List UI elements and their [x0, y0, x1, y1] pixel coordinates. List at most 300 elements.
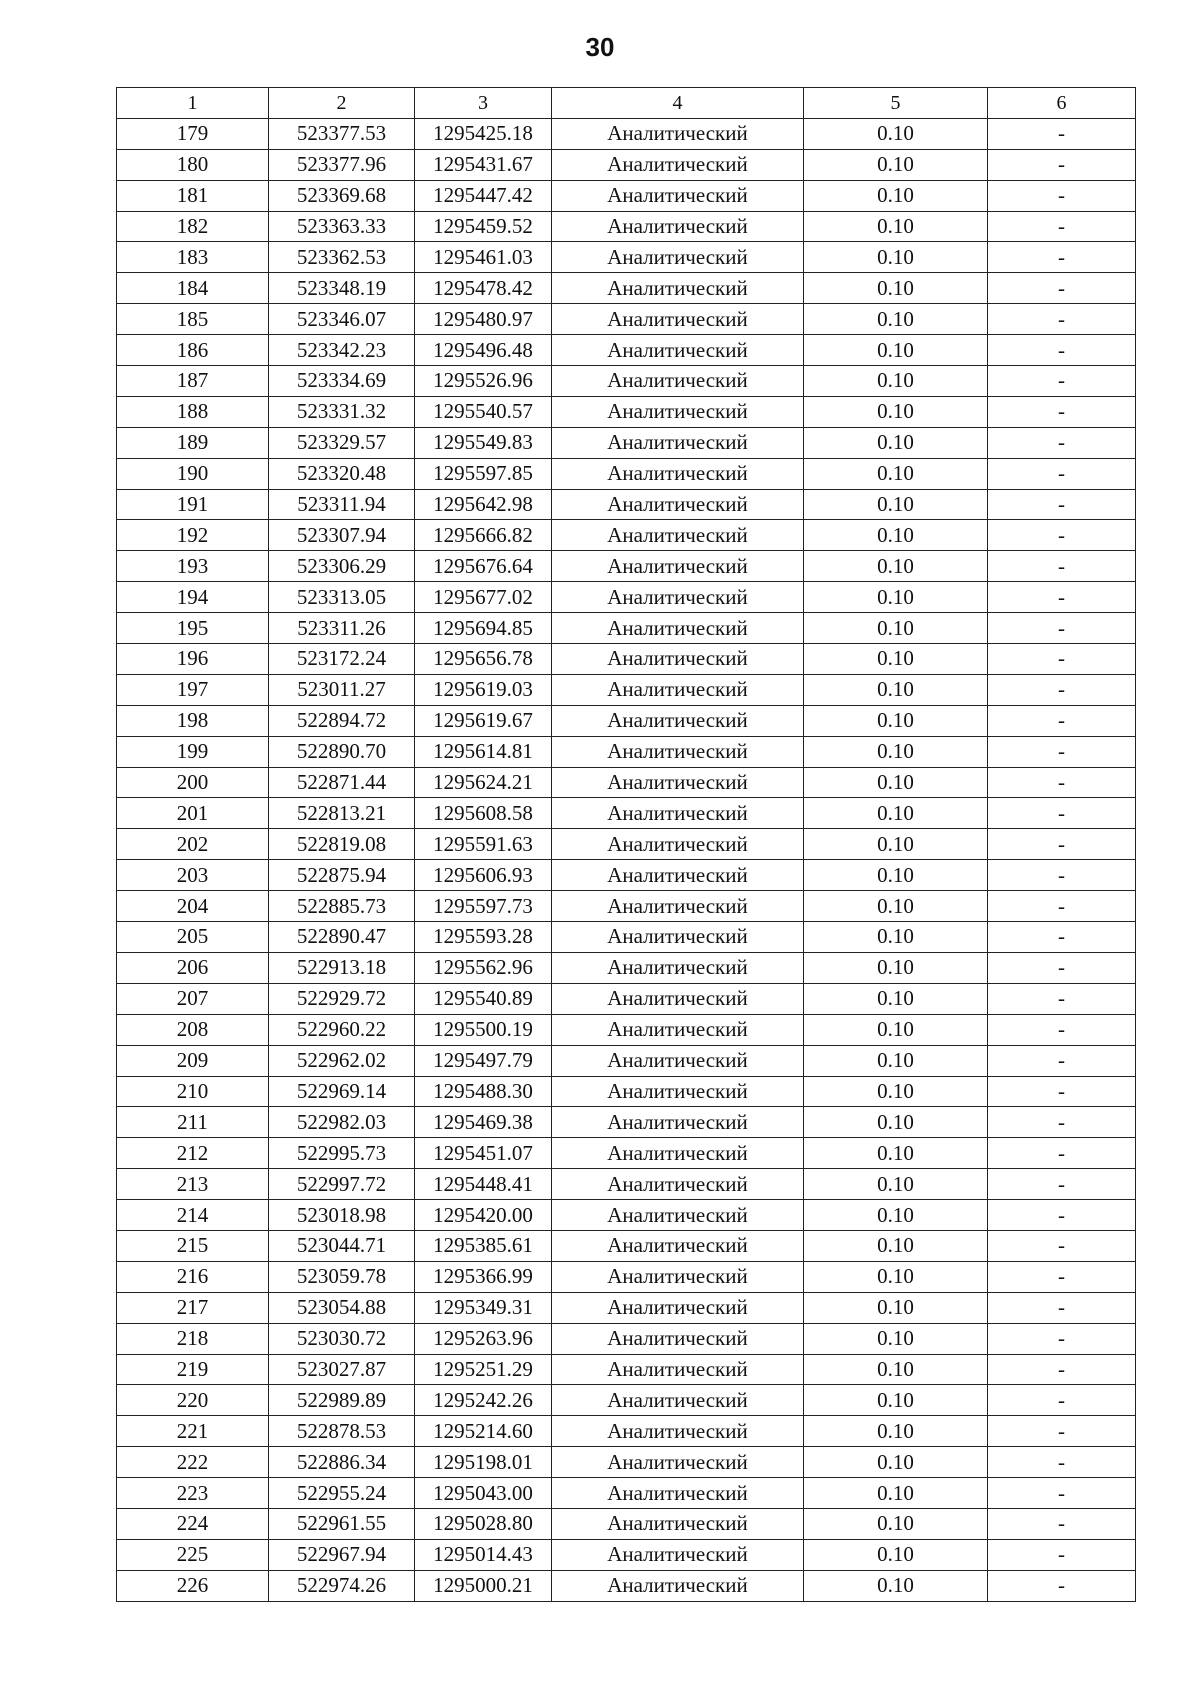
- cell-method: Аналитический: [552, 1292, 804, 1323]
- table-row: [117, 520, 1136, 551]
- cell-accuracy: 0.10: [804, 829, 988, 860]
- cell-method: Аналитический: [552, 582, 804, 613]
- cell-accuracy: 0.10: [804, 891, 988, 922]
- cell-coord-x: 523369.68: [269, 180, 415, 211]
- table-row: [117, 1261, 1136, 1292]
- cell-point-number: 180: [117, 149, 269, 180]
- cell-point-number: 184: [117, 273, 269, 304]
- cell-method: Аналитический: [552, 1385, 804, 1416]
- cell-accuracy: 0.10: [804, 1385, 988, 1416]
- cell-method: Аналитический: [552, 1447, 804, 1478]
- cell-method: Аналитический: [552, 1169, 804, 1200]
- cell-coord-x: 522929.72: [269, 983, 415, 1014]
- cell-coord-x: 522997.72: [269, 1169, 415, 1200]
- cell-coord-x: 522890.70: [269, 736, 415, 767]
- table-row: [117, 891, 1136, 922]
- cell-note: -: [988, 427, 1136, 458]
- cell-coord-y: 1295591.63: [415, 829, 552, 860]
- cell-coord-x: 522878.53: [269, 1416, 415, 1447]
- cell-note: -: [988, 118, 1136, 149]
- cell-accuracy: 0.10: [804, 922, 988, 953]
- table-row: [117, 1076, 1136, 1107]
- cell-note: -: [988, 613, 1136, 644]
- column-header-6: 6: [988, 88, 1136, 119]
- cell-coord-x: 523030.72: [269, 1323, 415, 1354]
- cell-point-number: 221: [117, 1416, 269, 1447]
- cell-coord-y: 1295349.31: [415, 1292, 552, 1323]
- table-row: [117, 366, 1136, 397]
- cell-accuracy: 0.10: [804, 149, 988, 180]
- cell-method: Аналитический: [552, 767, 804, 798]
- cell-coord-y: 1295448.41: [415, 1169, 552, 1200]
- cell-accuracy: 0.10: [804, 644, 988, 675]
- cell-note: -: [988, 674, 1136, 705]
- table-row: [117, 1447, 1136, 1478]
- table-row: [117, 1200, 1136, 1231]
- cell-coord-y: 1295028.80: [415, 1508, 552, 1539]
- cell-method: Аналитический: [552, 1107, 804, 1138]
- cell-accuracy: 0.10: [804, 1107, 988, 1138]
- cell-note: -: [988, 922, 1136, 953]
- cell-coord-y: 1295480.97: [415, 304, 552, 335]
- cell-method: Аналитический: [552, 1478, 804, 1509]
- table-row: [117, 458, 1136, 489]
- cell-note: -: [988, 582, 1136, 613]
- cell-coord-y: 1295198.01: [415, 1447, 552, 1478]
- table-row: [117, 149, 1136, 180]
- table-row: [117, 396, 1136, 427]
- cell-point-number: 223: [117, 1478, 269, 1509]
- cell-note: -: [988, 211, 1136, 242]
- table-row: [117, 242, 1136, 273]
- cell-note: -: [988, 551, 1136, 582]
- table-row: [117, 922, 1136, 953]
- cell-accuracy: 0.10: [804, 613, 988, 644]
- cell-accuracy: 0.10: [804, 427, 988, 458]
- cell-accuracy: 0.10: [804, 1447, 988, 1478]
- cell-point-number: 204: [117, 891, 269, 922]
- cell-method: Аналитический: [552, 705, 804, 736]
- cell-accuracy: 0.10: [804, 1416, 988, 1447]
- cell-method: Аналитический: [552, 489, 804, 520]
- cell-point-number: 202: [117, 829, 269, 860]
- cell-method: Аналитический: [552, 1076, 804, 1107]
- cell-method: Аналитический: [552, 922, 804, 953]
- cell-coord-x: 522974.26: [269, 1570, 415, 1601]
- cell-coord-x: 523377.53: [269, 118, 415, 149]
- table-row: [117, 211, 1136, 242]
- cell-note: -: [988, 149, 1136, 180]
- table-row: [117, 613, 1136, 644]
- cell-coord-y: 1295478.42: [415, 273, 552, 304]
- table-row: [117, 551, 1136, 582]
- cell-point-number: 211: [117, 1107, 269, 1138]
- cell-accuracy: 0.10: [804, 489, 988, 520]
- cell-coord-x: 523362.53: [269, 242, 415, 273]
- cell-note: -: [988, 767, 1136, 798]
- cell-note: -: [988, 489, 1136, 520]
- cell-coord-y: 1295500.19: [415, 1014, 552, 1045]
- cell-method: Аналитический: [552, 1045, 804, 1076]
- cell-coord-x: 523320.48: [269, 458, 415, 489]
- cell-coord-x: 522819.08: [269, 829, 415, 860]
- cell-point-number: 203: [117, 860, 269, 891]
- cell-note: -: [988, 860, 1136, 891]
- cell-coord-x: 523311.26: [269, 613, 415, 644]
- table-row: [117, 582, 1136, 613]
- cell-accuracy: 0.10: [804, 798, 988, 829]
- cell-method: Аналитический: [552, 1539, 804, 1570]
- cell-method: Аналитический: [552, 1354, 804, 1385]
- cell-coord-x: 522885.73: [269, 891, 415, 922]
- cell-note: -: [988, 1354, 1136, 1385]
- table-header-row: [117, 88, 1136, 119]
- cell-coord-y: 1295606.93: [415, 860, 552, 891]
- cell-coord-y: 1295000.21: [415, 1570, 552, 1601]
- cell-coord-y: 1295540.57: [415, 396, 552, 427]
- cell-note: -: [988, 1385, 1136, 1416]
- cell-note: -: [988, 1014, 1136, 1045]
- cell-point-number: 205: [117, 922, 269, 953]
- cell-note: -: [988, 335, 1136, 366]
- cell-accuracy: 0.10: [804, 1230, 988, 1261]
- cell-coord-x: 522890.47: [269, 922, 415, 953]
- table-row: [117, 983, 1136, 1014]
- cell-point-number: 190: [117, 458, 269, 489]
- cell-coord-y: 1295488.30: [415, 1076, 552, 1107]
- table-row: [117, 798, 1136, 829]
- cell-note: -: [988, 1138, 1136, 1169]
- cell-coord-x: 522969.14: [269, 1076, 415, 1107]
- cell-accuracy: 0.10: [804, 1200, 988, 1231]
- cell-point-number: 195: [117, 613, 269, 644]
- column-header-1: 1: [117, 88, 269, 119]
- cell-accuracy: 0.10: [804, 705, 988, 736]
- cell-method: Аналитический: [552, 613, 804, 644]
- cell-coord-y: 1295526.96: [415, 366, 552, 397]
- cell-coord-x: 522813.21: [269, 798, 415, 829]
- cell-point-number: 182: [117, 211, 269, 242]
- table-row: [117, 1478, 1136, 1509]
- cell-accuracy: 0.10: [804, 1508, 988, 1539]
- cell-method: Аналитический: [552, 736, 804, 767]
- table-row: [117, 1230, 1136, 1261]
- cell-accuracy: 0.10: [804, 767, 988, 798]
- cell-point-number: 226: [117, 1570, 269, 1601]
- cell-point-number: 216: [117, 1261, 269, 1292]
- cell-point-number: 210: [117, 1076, 269, 1107]
- cell-coord-x: 522960.22: [269, 1014, 415, 1045]
- cell-coord-x: 523172.24: [269, 644, 415, 675]
- column-header-5: 5: [804, 88, 988, 119]
- cell-method: Аналитический: [552, 335, 804, 366]
- table-row: [117, 1416, 1136, 1447]
- cell-coord-x: 522967.94: [269, 1539, 415, 1570]
- cell-note: -: [988, 273, 1136, 304]
- cell-coord-y: 1295451.07: [415, 1138, 552, 1169]
- cell-coord-y: 1295214.60: [415, 1416, 552, 1447]
- cell-note: -: [988, 1447, 1136, 1478]
- cell-note: -: [988, 1323, 1136, 1354]
- table-row: [117, 674, 1136, 705]
- cell-note: -: [988, 891, 1136, 922]
- cell-accuracy: 0.10: [804, 1323, 988, 1354]
- cell-accuracy: 0.10: [804, 1539, 988, 1570]
- table-header: [117, 88, 1136, 119]
- cell-point-number: 197: [117, 674, 269, 705]
- cell-method: Аналитический: [552, 798, 804, 829]
- cell-method: Аналитический: [552, 366, 804, 397]
- cell-point-number: 199: [117, 736, 269, 767]
- cell-point-number: 186: [117, 335, 269, 366]
- cell-note: -: [988, 952, 1136, 983]
- cell-accuracy: 0.10: [804, 860, 988, 891]
- cell-coord-x: 523342.23: [269, 335, 415, 366]
- cell-coord-y: 1295425.18: [415, 118, 552, 149]
- cell-point-number: 194: [117, 582, 269, 613]
- cell-coord-y: 1295043.00: [415, 1478, 552, 1509]
- cell-coord-y: 1295385.61: [415, 1230, 552, 1261]
- table-row: [117, 1385, 1136, 1416]
- cell-point-number: 220: [117, 1385, 269, 1416]
- cell-coord-x: 523307.94: [269, 520, 415, 551]
- cell-method: Аналитический: [552, 674, 804, 705]
- cell-note: -: [988, 1416, 1136, 1447]
- cell-coord-y: 1295251.29: [415, 1354, 552, 1385]
- cell-coord-x: 523346.07: [269, 304, 415, 335]
- cell-coord-x: 522894.72: [269, 705, 415, 736]
- cell-coord-x: 523348.19: [269, 273, 415, 304]
- cell-method: Аналитический: [552, 180, 804, 211]
- cell-coord-y: 1295656.78: [415, 644, 552, 675]
- cell-point-number: 191: [117, 489, 269, 520]
- table-row: [117, 180, 1136, 211]
- cell-point-number: 225: [117, 1539, 269, 1570]
- cell-note: -: [988, 736, 1136, 767]
- cell-coord-y: 1295549.83: [415, 427, 552, 458]
- cell-accuracy: 0.10: [804, 1014, 988, 1045]
- cell-note: -: [988, 1169, 1136, 1200]
- table-row: [117, 1539, 1136, 1570]
- cell-accuracy: 0.10: [804, 242, 988, 273]
- table-row: [117, 1354, 1136, 1385]
- cell-method: Аналитический: [552, 891, 804, 922]
- cell-note: -: [988, 520, 1136, 551]
- table-row: [117, 736, 1136, 767]
- cell-coord-x: 522989.89: [269, 1385, 415, 1416]
- cell-note: -: [988, 180, 1136, 211]
- cell-accuracy: 0.10: [804, 366, 988, 397]
- table-row: [117, 1138, 1136, 1169]
- cell-coord-x: 523313.05: [269, 582, 415, 613]
- cell-coord-y: 1295496.48: [415, 335, 552, 366]
- cell-accuracy: 0.10: [804, 304, 988, 335]
- table-row: [117, 1169, 1136, 1200]
- cell-note: -: [988, 1230, 1136, 1261]
- cell-point-number: 198: [117, 705, 269, 736]
- coordinates-table: [116, 87, 1136, 1602]
- cell-method: Аналитический: [552, 983, 804, 1014]
- cell-accuracy: 0.10: [804, 1169, 988, 1200]
- cell-point-number: 224: [117, 1508, 269, 1539]
- cell-coord-y: 1295614.81: [415, 736, 552, 767]
- cell-accuracy: 0.10: [804, 273, 988, 304]
- cell-point-number: 212: [117, 1138, 269, 1169]
- cell-point-number: 188: [117, 396, 269, 427]
- cell-note: -: [988, 829, 1136, 860]
- cell-coord-y: 1295420.00: [415, 1200, 552, 1231]
- cell-accuracy: 0.10: [804, 335, 988, 366]
- cell-coord-y: 1295666.82: [415, 520, 552, 551]
- cell-coord-x: 523377.96: [269, 149, 415, 180]
- cell-coord-x: 523331.32: [269, 396, 415, 427]
- table-row: [117, 335, 1136, 366]
- table-row: [117, 1570, 1136, 1601]
- cell-coord-x: 523054.88: [269, 1292, 415, 1323]
- cell-coord-y: 1295540.89: [415, 983, 552, 1014]
- cell-accuracy: 0.10: [804, 1045, 988, 1076]
- cell-coord-y: 1295263.96: [415, 1323, 552, 1354]
- cell-accuracy: 0.10: [804, 1138, 988, 1169]
- cell-method: Аналитический: [552, 1230, 804, 1261]
- cell-note: -: [988, 1107, 1136, 1138]
- cell-note: -: [988, 242, 1136, 273]
- cell-method: Аналитический: [552, 1570, 804, 1601]
- cell-point-number: 189: [117, 427, 269, 458]
- cell-method: Аналитический: [552, 304, 804, 335]
- cell-coord-x: 523011.27: [269, 674, 415, 705]
- cell-point-number: 217: [117, 1292, 269, 1323]
- cell-coord-x: 522995.73: [269, 1138, 415, 1169]
- cell-method: Аналитический: [552, 1323, 804, 1354]
- cell-method: Аналитический: [552, 118, 804, 149]
- cell-coord-y: 1295459.52: [415, 211, 552, 242]
- cell-coord-y: 1295642.98: [415, 489, 552, 520]
- cell-coord-y: 1295447.42: [415, 180, 552, 211]
- table-row: [117, 427, 1136, 458]
- cell-method: Аналитический: [552, 1138, 804, 1169]
- cell-coord-x: 522962.02: [269, 1045, 415, 1076]
- cell-method: Аналитический: [552, 1261, 804, 1292]
- cell-method: Аналитический: [552, 242, 804, 273]
- table-row: [117, 767, 1136, 798]
- cell-note: -: [988, 1570, 1136, 1601]
- cell-accuracy: 0.10: [804, 1261, 988, 1292]
- cell-note: -: [988, 304, 1136, 335]
- table-row: [117, 304, 1136, 335]
- cell-accuracy: 0.10: [804, 211, 988, 242]
- cell-point-number: 222: [117, 1447, 269, 1478]
- cell-accuracy: 0.10: [804, 1076, 988, 1107]
- page-number: 30: [585, 32, 615, 62]
- cell-note: -: [988, 1478, 1136, 1509]
- cell-coord-x: 523311.94: [269, 489, 415, 520]
- cell-coord-x: 522955.24: [269, 1478, 415, 1509]
- cell-accuracy: 0.10: [804, 736, 988, 767]
- cell-coord-x: 523306.29: [269, 551, 415, 582]
- cell-coord-y: 1295366.99: [415, 1261, 552, 1292]
- cell-accuracy: 0.10: [804, 1478, 988, 1509]
- table-row: [117, 1014, 1136, 1045]
- cell-coord-y: 1295694.85: [415, 613, 552, 644]
- table-row: [117, 829, 1136, 860]
- cell-coord-x: 523027.87: [269, 1354, 415, 1385]
- cell-accuracy: 0.10: [804, 1354, 988, 1385]
- cell-coord-x: 522961.55: [269, 1508, 415, 1539]
- cell-point-number: 215: [117, 1230, 269, 1261]
- cell-method: Аналитический: [552, 396, 804, 427]
- cell-coord-y: 1295608.58: [415, 798, 552, 829]
- table-row: [117, 118, 1136, 149]
- cell-accuracy: 0.10: [804, 458, 988, 489]
- cell-point-number: 181: [117, 180, 269, 211]
- cell-method: Аналитический: [552, 1416, 804, 1447]
- table-row: [117, 1323, 1136, 1354]
- cell-accuracy: 0.10: [804, 1292, 988, 1323]
- cell-point-number: 201: [117, 798, 269, 829]
- cell-coord-y: 1295497.79: [415, 1045, 552, 1076]
- cell-coord-y: 1295677.02: [415, 582, 552, 613]
- cell-coord-y: 1295593.28: [415, 922, 552, 953]
- cell-accuracy: 0.10: [804, 674, 988, 705]
- cell-note: -: [988, 366, 1136, 397]
- cell-coord-x: 523018.98: [269, 1200, 415, 1231]
- cell-method: Аналитический: [552, 520, 804, 551]
- cell-method: Аналитический: [552, 551, 804, 582]
- cell-coord-y: 1295014.43: [415, 1539, 552, 1570]
- cell-coord-x: 522871.44: [269, 767, 415, 798]
- cell-coord-y: 1295597.85: [415, 458, 552, 489]
- cell-coord-y: 1295431.67: [415, 149, 552, 180]
- table-row: [117, 273, 1136, 304]
- cell-point-number: 185: [117, 304, 269, 335]
- table-row: [117, 644, 1136, 675]
- cell-note: -: [988, 1261, 1136, 1292]
- cell-note: -: [988, 1292, 1136, 1323]
- cell-method: Аналитический: [552, 1200, 804, 1231]
- cell-accuracy: 0.10: [804, 952, 988, 983]
- cell-point-number: 183: [117, 242, 269, 273]
- table-row: [117, 1045, 1136, 1076]
- cell-accuracy: 0.10: [804, 118, 988, 149]
- cell-coord-x: 523059.78: [269, 1261, 415, 1292]
- cell-accuracy: 0.10: [804, 983, 988, 1014]
- cell-method: Аналитический: [552, 149, 804, 180]
- cell-coord-x: 522913.18: [269, 952, 415, 983]
- cell-note: -: [988, 798, 1136, 829]
- table-row: [117, 860, 1136, 891]
- table-row: [117, 1107, 1136, 1138]
- cell-point-number: 187: [117, 366, 269, 397]
- cell-accuracy: 0.10: [804, 1570, 988, 1601]
- cell-coord-y: 1295619.67: [415, 705, 552, 736]
- cell-note: -: [988, 1200, 1136, 1231]
- table-row: [117, 952, 1136, 983]
- table-row: [117, 489, 1136, 520]
- cell-method: Аналитический: [552, 829, 804, 860]
- cell-note: -: [988, 644, 1136, 675]
- cell-coord-y: 1295469.38: [415, 1107, 552, 1138]
- cell-method: Аналитический: [552, 644, 804, 675]
- table-row: [117, 705, 1136, 736]
- cell-coord-y: 1295676.64: [415, 551, 552, 582]
- cell-point-number: 206: [117, 952, 269, 983]
- cell-accuracy: 0.10: [804, 551, 988, 582]
- cell-point-number: 193: [117, 551, 269, 582]
- cell-note: -: [988, 705, 1136, 736]
- cell-accuracy: 0.10: [804, 180, 988, 211]
- cell-coord-y: 1295619.03: [415, 674, 552, 705]
